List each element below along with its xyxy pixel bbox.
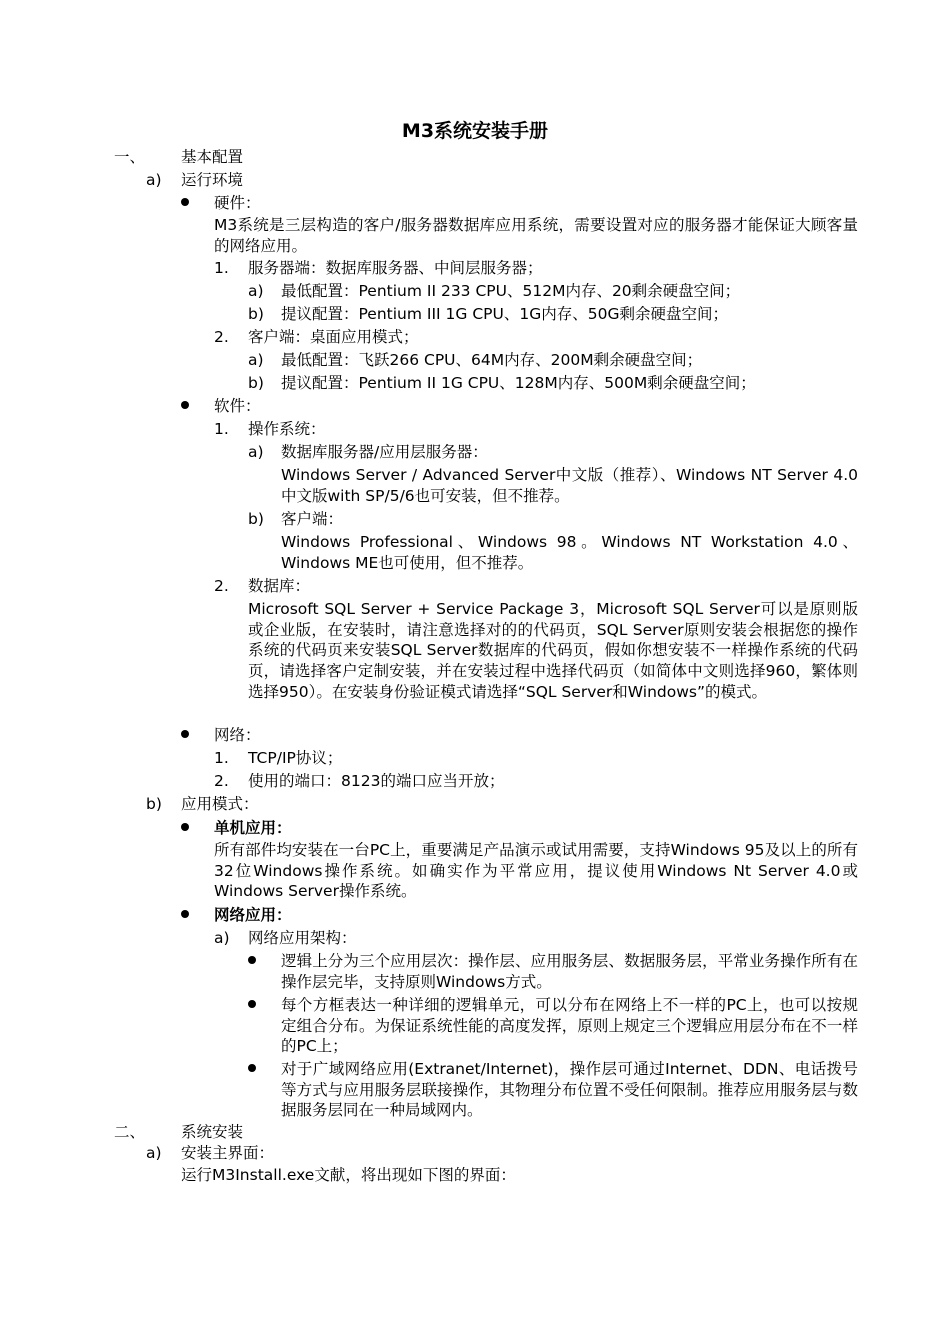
paragraph: 运行M3Install.exe文献，将出现如下图的界面：	[181, 1166, 516, 1184]
list-marker: 1.	[214, 420, 229, 438]
list-marker: a)	[248, 282, 264, 300]
page-title: M3系统安装手册	[401, 120, 549, 142]
bullet-icon	[181, 725, 189, 746]
list-marker: b)	[248, 510, 264, 528]
bullet-icon	[248, 995, 256, 1016]
list-item: 客户端：	[281, 510, 344, 528]
bullet-icon	[181, 905, 189, 926]
paragraph: 逻辑上分为三个应用层次：操作层、应用服务层、数据服务层，平常业务操作所有在操作层完毕，支持原则Windows方式。	[281, 952, 858, 991]
list-item: 最低配置：飞跃266 CPU、64M内存、200M剩余硬盘空间；	[281, 351, 703, 369]
list-item: 数据库服务器/应用层服务器：	[281, 443, 488, 461]
subsection-heading: 安装主界面：	[181, 1144, 275, 1162]
item-label: 网络：	[214, 726, 261, 744]
list-item: 网络应用架构：	[248, 929, 357, 947]
list-marker: 1.	[214, 259, 229, 277]
section-heading: 基本配置	[181, 148, 244, 166]
list-marker: a)	[214, 929, 230, 947]
list-marker: b)	[248, 305, 264, 323]
list-item: 数据库：	[248, 577, 311, 595]
bullet-icon	[181, 396, 189, 417]
paragraph: Windows Professional、Windows 98。Windows NT Workstation 4.0、Windows ME也可使用，但不推荐。	[281, 533, 858, 572]
section-marker: 二、	[114, 1123, 146, 1141]
item-label: 单机应用：	[214, 819, 292, 837]
subsection-heading: 应用模式：	[181, 795, 259, 813]
list-item: TCP/IP协议；	[248, 749, 343, 767]
paragraph: 所有部件均安装在一台PC上，重要满足产品演示或试用需要，支持Windows 95及以上的所有32位Windows操作系统。如确实作为平常应用，提议使用Windows Nt Server 4.0或Windows Server操作系统。	[214, 841, 858, 901]
list-item: 提议配置：Pentium III 1G CPU、1G内存、50G剩余硬盘空间；	[281, 305, 728, 323]
list-item: 最低配置：Pentium II 233 CPU、512M内存、20剩余硬盘空间；	[281, 282, 741, 300]
paragraph: Microsoft SQL Server + Service Package 3，Microsoft SQL Server可以是原则版或企业版，在安装时，请注意选择对的的代码页，SQL Server原则安装会根据您的操作系统的代码页来安装SQL Server数据库的代码页，假如你想安装不一样操作系统的代码页，请选择客户定制安装，并在安装过程中选择代码页（如简体中文则选择960，繁体则选择950）。在安装身份验证模式请选择“SQL Server和Windows”的模式。	[248, 600, 858, 701]
section-heading: 系统安装	[181, 1123, 244, 1141]
list-marker: 2.	[214, 328, 229, 346]
list-marker: 2.	[214, 772, 229, 790]
item-label: 软件：	[214, 397, 261, 415]
list-marker: a)	[146, 1144, 162, 1162]
list-item: 服务器端：数据库服务器、中间层服务器；	[248, 259, 543, 277]
item-label: 网络应用：	[214, 906, 292, 924]
list-marker: a)	[248, 351, 264, 369]
list-marker: a)	[146, 171, 162, 189]
list-marker: 1.	[214, 749, 229, 767]
bullet-icon	[181, 818, 189, 839]
bullet-icon	[181, 193, 189, 214]
subsection-heading: 运行环境	[181, 171, 244, 189]
list-marker: b)	[146, 795, 162, 813]
paragraph: 每个方框表达一种详细的逻辑单元，可以分布在网络上不一样的PC上，也可以按规定组合分布。为保证系统性能的高度发挥，原则上规定三个逻辑应用层分布在不一样的PC上；	[281, 996, 858, 1056]
paragraph: M3系统是三层构造的客户/服务器数据库应用系统，需要设置对应的服务器才能保证大顾客量的网络应用。	[214, 216, 858, 255]
paragraph: 对于广域网络应用(Extranet/Internet)，操作层可通过Internet、DDN、电话拨号等方式与应用服务层联接操作，其物理分布位置不受任何限制。推荐应用服务层与数据服务层同在一种局域网内。	[281, 1060, 858, 1120]
list-item: 提议配置：Pentium II 1G CPU、128M内存、500M剩余硬盘空间；	[281, 374, 756, 392]
paragraph: Windows Server / Advanced Server中文版（推荐）、Windows NT Server 4.0中文版with SP/5/6也可安装，但不推荐。	[281, 466, 858, 505]
list-item: 操作系统：	[248, 420, 326, 438]
list-marker: 2.	[214, 577, 229, 595]
section-marker: 一、	[114, 148, 146, 166]
list-marker: a)	[248, 443, 264, 461]
item-label: 硬件：	[214, 194, 261, 212]
bullet-icon	[248, 1059, 256, 1080]
list-marker: b)	[248, 374, 264, 392]
list-item: 使用的端口：8123的端口应当开放；	[248, 772, 505, 790]
list-item: 客户端：桌面应用模式；	[248, 328, 419, 346]
bullet-icon	[248, 951, 256, 972]
